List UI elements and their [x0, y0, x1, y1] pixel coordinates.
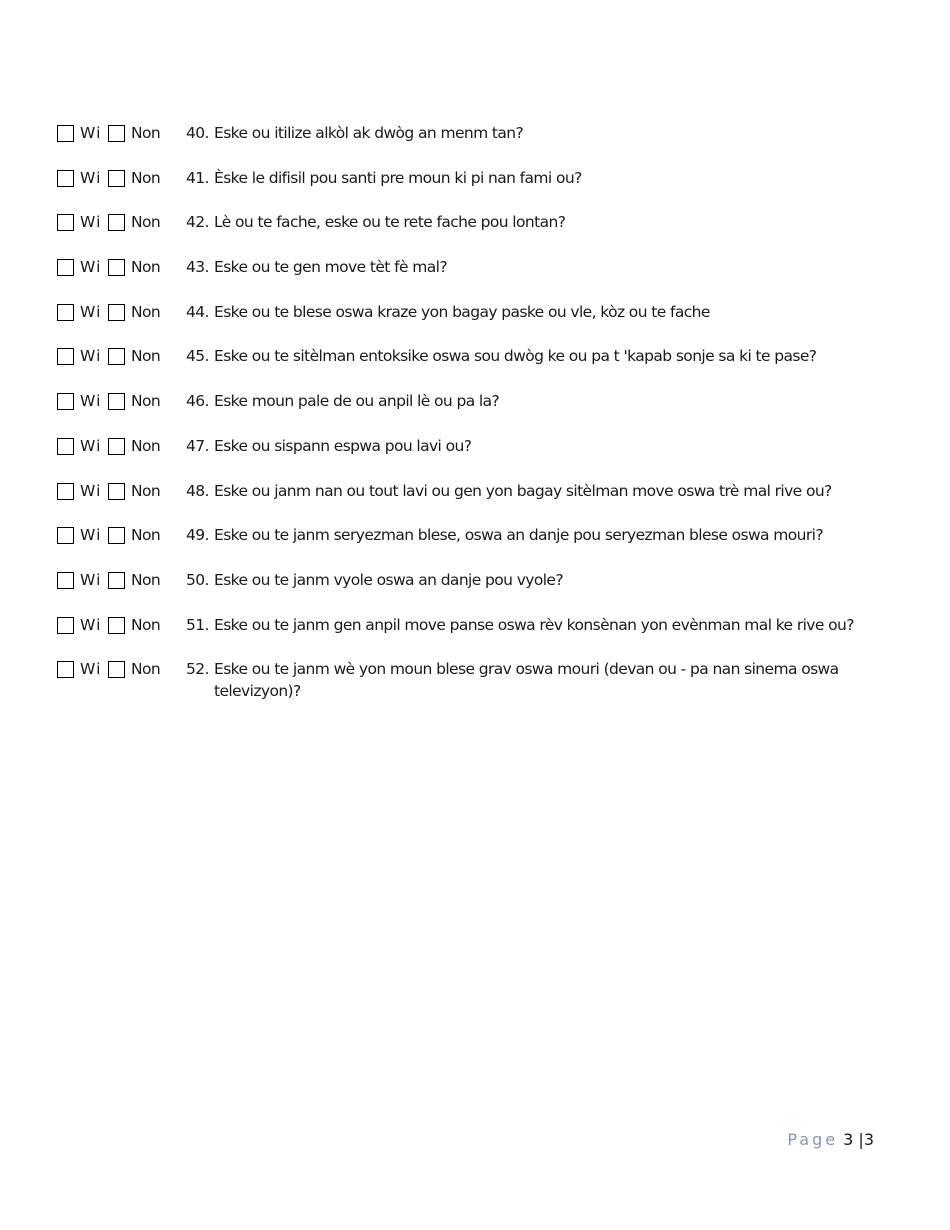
yes-label: Wi — [80, 392, 102, 411]
question-row-48 — [57, 480, 907, 525]
no-label: Non — [131, 168, 161, 187]
question-row-42 — [57, 211, 907, 256]
no-checkbox[interactable] — [108, 438, 125, 455]
yes-checkbox[interactable] — [57, 617, 74, 634]
question-body: Eske ou te blese oswa kraze yon bagay paske ou vle, kòz ou te fache — [214, 302, 710, 321]
question-number: 51. — [186, 615, 209, 634]
no-checkbox[interactable] — [108, 170, 125, 187]
question-body: Èske le difisil pou santi pre moun ki pi nan fami ou? — [214, 168, 582, 187]
question-number: 41. — [186, 168, 209, 187]
yes-checkbox[interactable] — [57, 214, 74, 231]
question-body: Eske moun pale de ou anpil lè ou pa la? — [214, 392, 500, 411]
yes-label: Wi — [80, 347, 102, 366]
yes-label: Wi — [80, 258, 102, 277]
no-label: Non — [131, 481, 161, 500]
no-checkbox[interactable] — [108, 483, 125, 500]
yes-label: Wi — [80, 526, 102, 545]
question-number: 46. — [186, 392, 209, 411]
no-label: Non — [131, 436, 161, 455]
question-body: Lè ou te fache, eske ou te rete fache pou lontan? — [214, 213, 566, 232]
question-row-45 — [57, 345, 907, 390]
yes-checkbox[interactable] — [57, 125, 74, 142]
no-label: Non — [131, 302, 161, 321]
question-text — [181, 345, 907, 367]
question-number: 43. — [186, 258, 209, 277]
question-body: Eske ou sispann espwa pou lavi ou? — [214, 436, 472, 455]
no-label: Non — [131, 660, 161, 679]
question-number: 45. — [186, 347, 209, 366]
question-number: 48. — [186, 481, 209, 500]
question-number: 52. — [186, 660, 209, 679]
yes-checkbox[interactable] — [57, 170, 74, 187]
no-label: Non — [131, 213, 161, 232]
yes-label: Wi — [80, 481, 102, 500]
question-text — [181, 614, 907, 636]
yes-checkbox[interactable] — [57, 483, 74, 500]
question-text — [181, 167, 907, 189]
no-checkbox[interactable] — [108, 259, 125, 276]
yes-checkbox[interactable] — [57, 304, 74, 321]
yes-checkbox[interactable] — [57, 393, 74, 410]
page-label: Page — [787, 1130, 839, 1149]
no-label: Non — [131, 347, 161, 366]
question-text — [181, 301, 907, 323]
question-text — [181, 480, 907, 502]
yes-checkbox[interactable] — [57, 438, 74, 455]
page-number: 3 |3 — [843, 1130, 874, 1149]
no-label: Non — [131, 526, 161, 545]
no-label: Non — [131, 570, 161, 589]
yes-checkbox[interactable] — [57, 259, 74, 276]
question-row-49 — [57, 524, 907, 569]
question-text — [181, 122, 907, 144]
no-label: Non — [131, 124, 161, 142]
no-checkbox[interactable] — [108, 661, 125, 678]
yes-label: Wi — [80, 615, 102, 634]
no-label: Non — [131, 615, 161, 634]
yes-label: Wi — [80, 436, 102, 455]
question-text — [181, 569, 907, 591]
yes-checkbox[interactable] — [57, 527, 74, 544]
question-text — [181, 390, 907, 412]
question-text — [181, 658, 907, 702]
question-row-41 — [57, 167, 907, 212]
question-body: Eske ou te gen move tèt fè mal? — [214, 258, 447, 277]
question-body: Eske ou te janm seryezman blese, oswa an danje pou seryezman blese oswa mouri? — [214, 526, 823, 545]
no-checkbox[interactable] — [108, 348, 125, 365]
question-row-43 — [57, 256, 907, 301]
no-checkbox[interactable] — [108, 125, 125, 142]
question-row-50 — [57, 569, 907, 614]
questionnaire — [57, 122, 907, 702]
no-label: Non — [131, 258, 161, 277]
question-body: Eske ou te janm gen anpil move panse oswa rèv konsènan yon evènman mal ke rive ou? — [214, 615, 854, 634]
no-label: Non — [131, 392, 161, 411]
no-checkbox[interactable] — [108, 527, 125, 544]
question-body: Eske ou itilize alkòl ak dwòg an menm tan? — [214, 124, 524, 142]
question-text — [181, 435, 907, 457]
yes-label: Wi — [80, 302, 102, 321]
question-row-51 — [57, 614, 907, 659]
question-number: 49. — [186, 526, 209, 545]
question-body: Eske ou te sitèlman entoksike oswa sou dwòg ke ou pa t 'kapab sonje sa ki te pase? — [214, 347, 817, 366]
yes-checkbox[interactable] — [57, 661, 74, 678]
no-checkbox[interactable] — [108, 214, 125, 231]
question-number: 42. — [186, 213, 209, 232]
yes-label: Wi — [80, 570, 102, 589]
page-footer — [787, 1130, 874, 1149]
question-body: Eske ou te janm wè yon moun blese grav oswa mouri (devan ou - pa nan sinema oswa televizyon)? — [214, 660, 839, 701]
question-number: 40. — [186, 124, 209, 142]
question-text — [181, 256, 907, 278]
question-body: Eske ou te janm vyole oswa an danje pou vyole? — [214, 570, 563, 589]
question-row-40 — [57, 122, 907, 167]
question-text — [181, 524, 907, 546]
no-checkbox[interactable] — [108, 304, 125, 321]
yes-label: Wi — [80, 168, 102, 187]
yes-label: Wi — [80, 124, 102, 142]
question-row-44 — [57, 301, 907, 346]
question-number: 50. — [186, 570, 209, 589]
no-checkbox[interactable] — [108, 572, 125, 589]
yes-checkbox[interactable] — [57, 572, 74, 589]
no-checkbox[interactable] — [108, 393, 125, 410]
yes-label: Wi — [80, 660, 102, 679]
question-row-46 — [57, 390, 907, 435]
question-text — [181, 211, 907, 233]
yes-label: Wi — [80, 213, 102, 232]
question-number: 44. — [186, 302, 209, 321]
no-checkbox[interactable] — [108, 617, 125, 634]
yes-checkbox[interactable] — [57, 348, 74, 365]
question-body: Eske ou janm nan ou tout lavi ou gen yon bagay sitèlman move oswa trè mal rive ou? — [214, 481, 832, 500]
question-row-52 — [57, 658, 907, 702]
question-number: 47. — [186, 436, 209, 455]
question-row-47 — [57, 435, 907, 480]
